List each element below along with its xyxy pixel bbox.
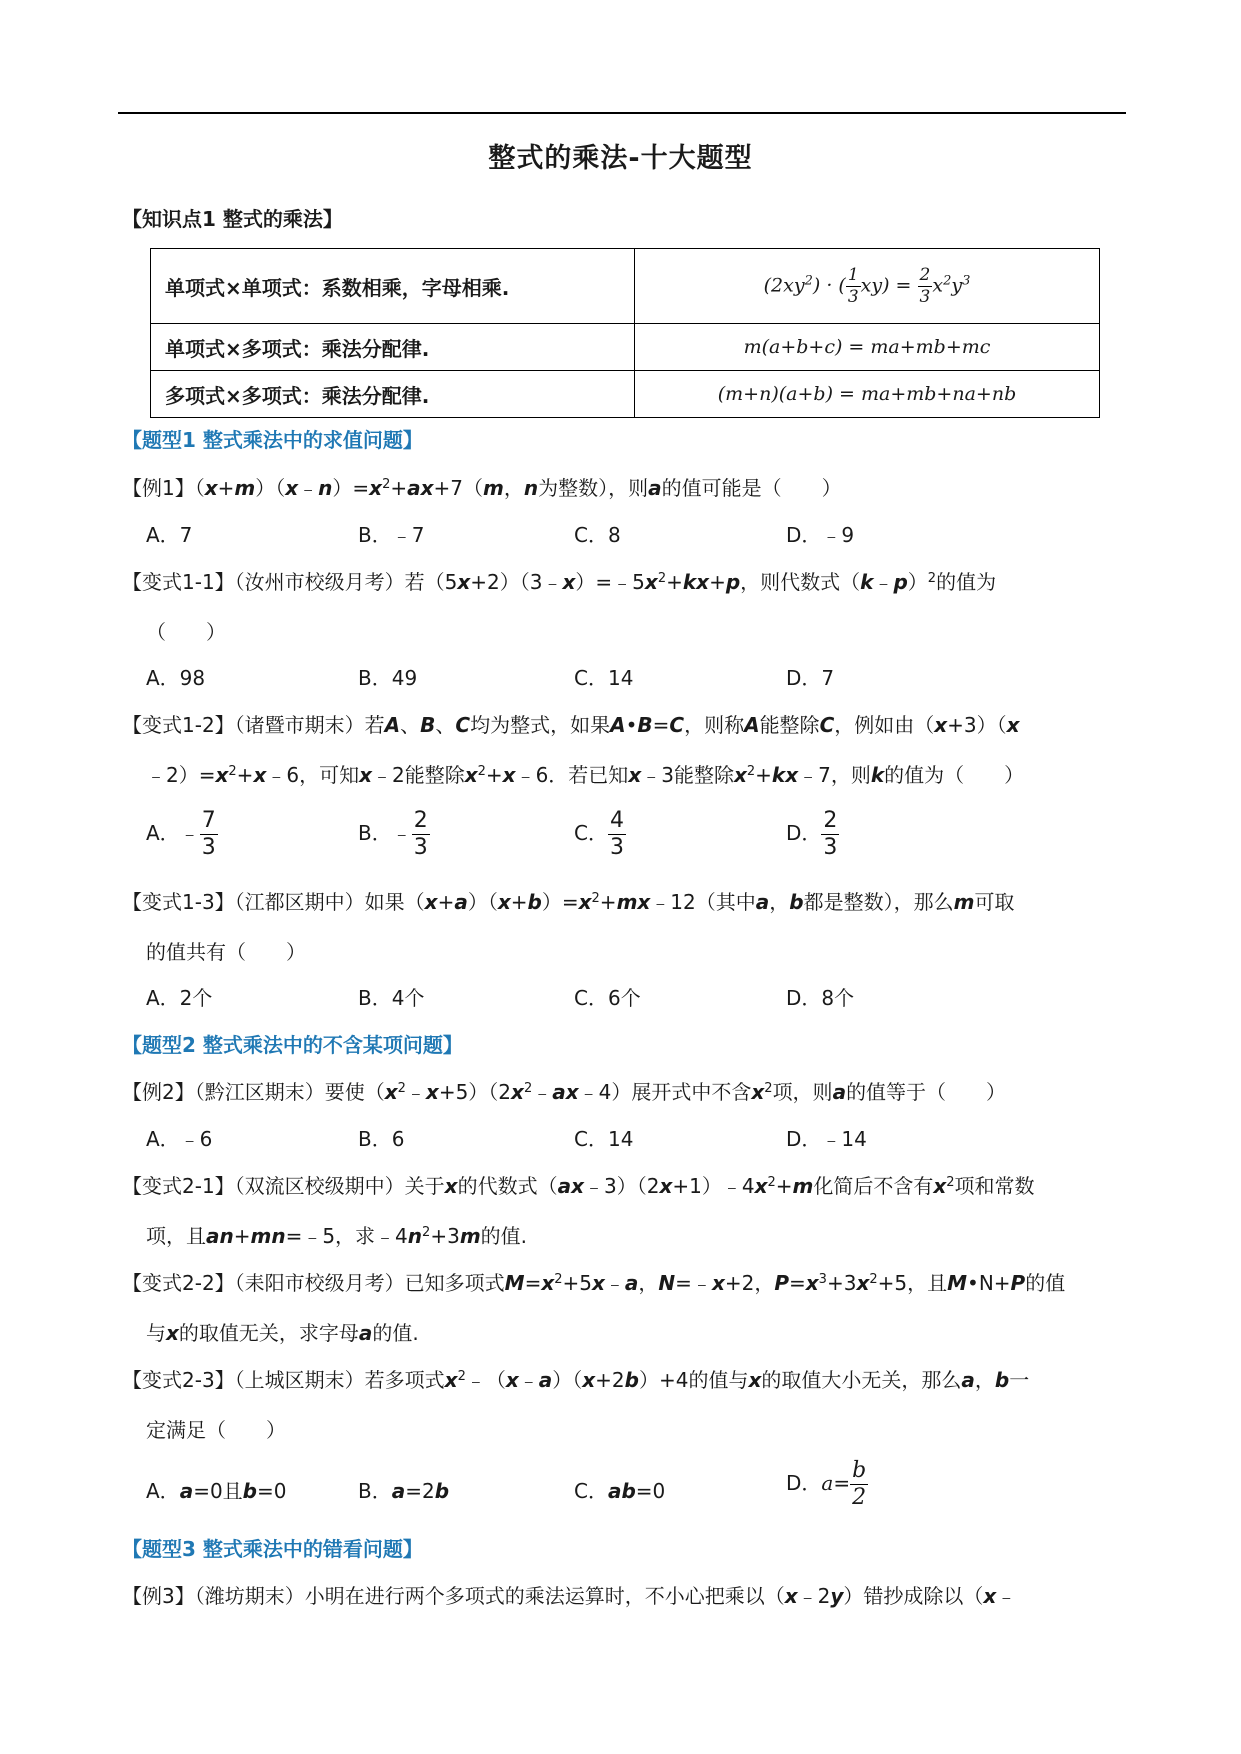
table-row xyxy=(151,249,1100,324)
table-row xyxy=(151,371,1100,418)
option-b: B．﹣7 xyxy=(358,523,425,547)
question-text: $﹣2)=x^2+x﹣6$，可知x﹣2能整除$x^2+x﹣6$．若已知x﹣3能整除$x^2+kx﹣7$，则k的值为（ ） xyxy=(146,763,1025,787)
option-d: D．7 xyxy=(786,666,835,690)
question-text: 【例3】（潍坊期末）小明在进行两个多项式的乘法运算时，不小心把乘以（x﹣2y）错抄成除以（x﹣ xyxy=(122,1584,1017,1608)
option-c: C． $\frac{4}{3}$ xyxy=(574,808,624,860)
option-a: A．﹣ $\frac{7}{3}$ xyxy=(146,808,216,860)
question-text: 【例2】（黔江区期末）要使$(x^2﹣x+5)(2x^2﹣ax﹣4)$展开式中不含$x^2$项，则a的值等于（ ） xyxy=(122,1080,1007,1104)
question-text: 定满足（ ） xyxy=(146,1418,286,1442)
option-a: A．﹣6 xyxy=(146,1127,213,1151)
option-c: C．14 xyxy=(574,666,634,690)
option-c: C．6个 xyxy=(574,986,641,1010)
option-a: A．a=0且b=0 xyxy=(146,1479,287,1503)
question-text: 项，且an+mn=﹣5，求$﹣4n^2+3m$的值. xyxy=(146,1224,528,1248)
section-heading: 【题型3 整式乘法中的错看问题】 xyxy=(122,1537,423,1561)
option-b: B．﹣ $\frac{2}{3}$ xyxy=(358,808,428,860)
rule-cell: 单项式×多项式：乘法分配律. xyxy=(151,324,635,371)
rule-cell: 多项式×多项式：乘法分配律. xyxy=(151,371,635,418)
formula-cell: $(2xy^2)$ · ( $\frac{1}{3}$ xy) = $\frac{2}{3}$ $x^2y^3$ xyxy=(635,249,1100,324)
question-text: 【变式2-2】（耒阳市校级月考）已知多项式$M=x^2+5x﹣a$，N=﹣x+2，$P=x^3+3x^2+5$，且M•N+P的值 xyxy=(122,1271,1066,1295)
page-title: 整式的乘法-十大题型 xyxy=(488,143,753,174)
rule-cell: 单项式×单项式：系数相乘，字母相乘. xyxy=(151,249,635,324)
option-d: D．8个 xyxy=(786,986,855,1010)
option-a: A．7 xyxy=(146,523,193,547)
knowledge-table xyxy=(150,248,1100,418)
option-a: A．98 xyxy=(146,666,206,690)
question-text: 【变式1-2】（诸暨市期末）若A、B、C均为整式，如果A•B=C，则称A能整除C，例如由（x+3）（x xyxy=(122,713,1020,737)
question-text: 【例1】$(x+m)(x﹣n)=x^2+ax+7(m$，n为整数），则a的值可能是（ ） xyxy=(122,476,842,500)
option-c: C．8 xyxy=(574,523,621,547)
section-heading: 【题型1 整式乘法中的求值问题】 xyxy=(122,428,423,452)
section-heading: 【题型2 整式乘法中的不含某项问题】 xyxy=(122,1033,463,1057)
option-b: B．a=2b xyxy=(358,1479,450,1503)
option-b: B．6 xyxy=(358,1127,405,1151)
header-rule xyxy=(118,112,1126,114)
knowledge-heading: 【知识点1 整式的乘法】 xyxy=(122,207,343,231)
option-a: A．2个 xyxy=(146,986,213,1010)
formula-cell: (m+n)(a+b) = ma+mb+na+nb xyxy=(635,371,1100,418)
question-text: 【变式2-3】（上城区期末）若多项式$x^2﹣(x﹣a)(x+2b)+4$的值与x的取值大小无关，那么a，b一 xyxy=(122,1368,1030,1392)
question-text: （ ） xyxy=(146,620,226,644)
option-d: D．﹣9 xyxy=(786,523,855,547)
option-c: C．ab=0 xyxy=(574,1479,666,1503)
option-b: B．49 xyxy=(358,666,418,690)
option-b: B．4个 xyxy=(358,986,425,1010)
option-d: D． $\frac{2}{3}$ xyxy=(786,808,838,860)
question-text: 【变式2-1】（双流区校级期中）关于x的代数式$(ax﹣3)(2x+1)﹣4x^2+m$化简后不含有$x^2$项和常数 xyxy=(122,1174,1035,1198)
formula-cell: m(a+b+c) = ma+mb+mc xyxy=(635,324,1100,371)
option-d: D．﹣14 xyxy=(786,1127,867,1151)
question-text: 与x的取值无关，求字母a的值. xyxy=(146,1321,419,1345)
question-text: 【变式1-3】（江都区期中）如果$(x+a)(x+b)=x^2+mx﹣12$（其中a，b都是整数），那么m可取 xyxy=(122,890,1015,914)
table-row xyxy=(151,324,1100,371)
option-d: D．a= $\frac{b}{2}$ xyxy=(786,1458,867,1510)
question-text: 的值共有（ ） xyxy=(146,940,306,964)
option-c: C．14 xyxy=(574,1127,634,1151)
question-text: 【变式1-1】（汝州市校级月考）若$(5x+2)(3﹣x)=﹣5x^2+kx+p$，则代数式（k﹣p）$^2$的值为 xyxy=(122,570,997,594)
